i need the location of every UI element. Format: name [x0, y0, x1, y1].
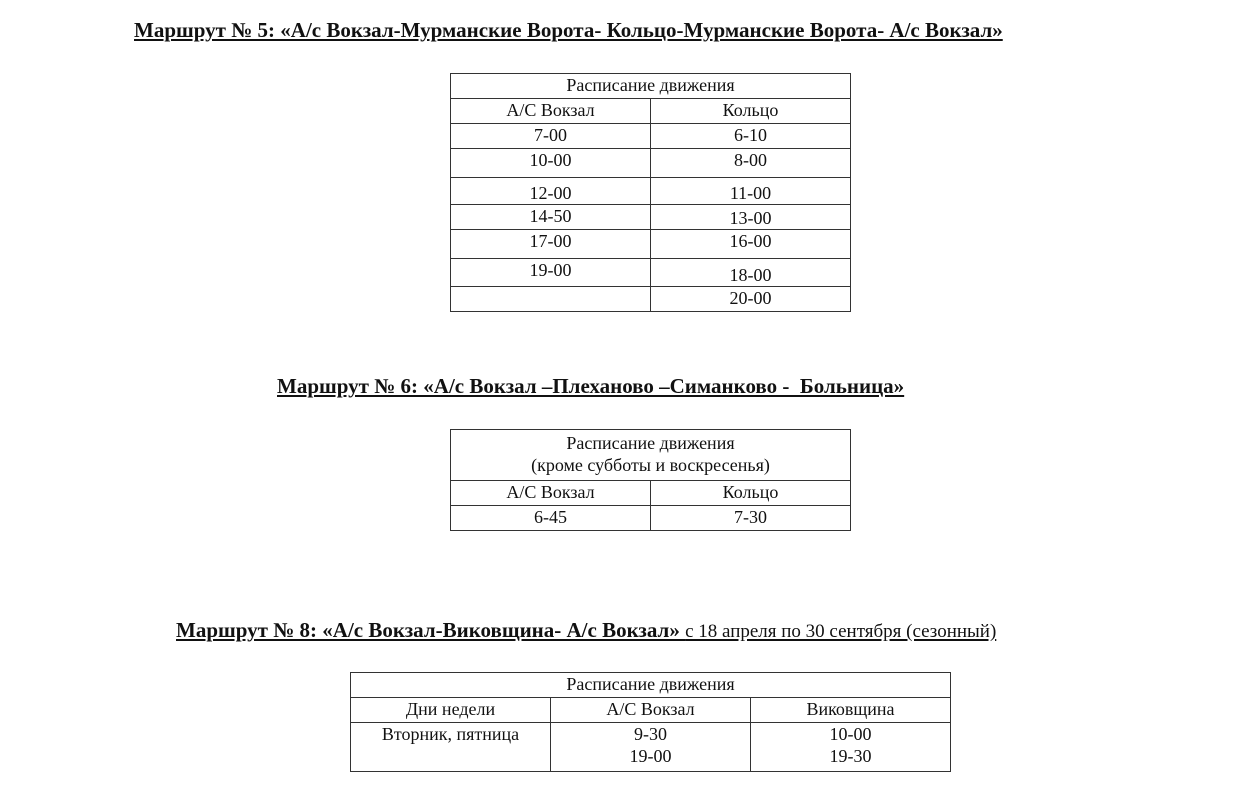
- route5-title-text: Маршрут № 5: «А/с Вокзал-Мурманские Ворота- Кольцо-Мурманские Ворота- А/с Вокзал»: [134, 18, 1003, 42]
- table-row: [451, 124, 851, 149]
- route5-caption-row: [451, 74, 851, 99]
- table-cell: 20-00: [651, 287, 851, 312]
- table-row: [451, 149, 851, 178]
- table-cell: 10-00: [451, 149, 651, 178]
- table-row: [451, 287, 851, 312]
- route6-title: [277, 373, 904, 399]
- route6-caption-row: [451, 430, 851, 481]
- route8-title-season: с 18 апреля по 30 сентября (сезонный): [685, 621, 997, 642]
- table-cell: 16-00: [651, 230, 851, 259]
- table-cell: 7-00: [451, 124, 651, 149]
- table-cell: 19-00: [451, 259, 651, 287]
- route8-title: [176, 617, 996, 645]
- table-cell: 12-00: [451, 178, 651, 205]
- route6-header-row: [451, 481, 851, 506]
- route5-col-ring: Кольцо: [651, 99, 851, 124]
- route8-vik-times-cell: [751, 723, 951, 772]
- route8-title-text: Маршрут № 8: «А/с Вокзал-Виковщина- А/с Вокзал»: [176, 618, 686, 642]
- table-cell: 6-45: [451, 506, 651, 531]
- table-cell: 13-00: [651, 205, 851, 230]
- table-row: [451, 506, 851, 531]
- table-cell: 18-00: [651, 259, 851, 287]
- route5-title: [134, 17, 1003, 43]
- table-cell: 6-10: [651, 124, 851, 149]
- route6-caption-line2: (кроме субботы и воскресенья): [531, 455, 770, 475]
- table-row: [451, 230, 851, 259]
- route8-col-days: Дни недели: [351, 698, 551, 723]
- route6-col-station: А/С Вокзал: [451, 481, 651, 506]
- table-cell: 11-00: [651, 178, 851, 205]
- route8-caption: Расписание движения: [351, 673, 951, 698]
- route6-schedule-table: [450, 429, 851, 531]
- table-cell: 10-00: [829, 724, 872, 744]
- route5-header-row: [451, 99, 851, 124]
- route8-station-times-cell: [551, 723, 751, 772]
- route8-days-cell: Вторник, пятница: [351, 723, 551, 772]
- table-row: [451, 178, 851, 205]
- table-cell: 14-50: [451, 205, 651, 230]
- route6-title-text: Маршрут № 6: «А/с Вокзал –Плеханово –Симанково - Больница»: [277, 374, 905, 398]
- table-row: [351, 723, 951, 772]
- table-row: [451, 205, 851, 230]
- table-cell: [451, 287, 651, 312]
- table-cell: 19-30: [829, 746, 872, 766]
- table-cell: 19-00: [629, 746, 672, 766]
- route6-caption: [451, 430, 851, 481]
- table-cell: 8-00: [651, 149, 851, 178]
- route8-col-station: А/С Вокзал: [551, 698, 751, 723]
- route6-col-ring: Кольцо: [651, 481, 851, 506]
- route6-caption-line1: Расписание движения: [566, 433, 735, 453]
- route8-caption-row: [351, 673, 951, 698]
- table-cell: 7-30: [651, 506, 851, 531]
- route8-schedule-table: [350, 672, 951, 772]
- table-cell: 9-30: [634, 724, 667, 744]
- table-cell: 17-00: [451, 230, 651, 259]
- route5-schedule-table: [450, 73, 851, 312]
- route8-header-row: [351, 698, 951, 723]
- route5-col-station: А/С Вокзал: [451, 99, 651, 124]
- route5-caption: Расписание движения: [451, 74, 851, 99]
- route8-col-vikovshchina: Виковщина: [751, 698, 951, 723]
- table-row: [451, 259, 851, 287]
